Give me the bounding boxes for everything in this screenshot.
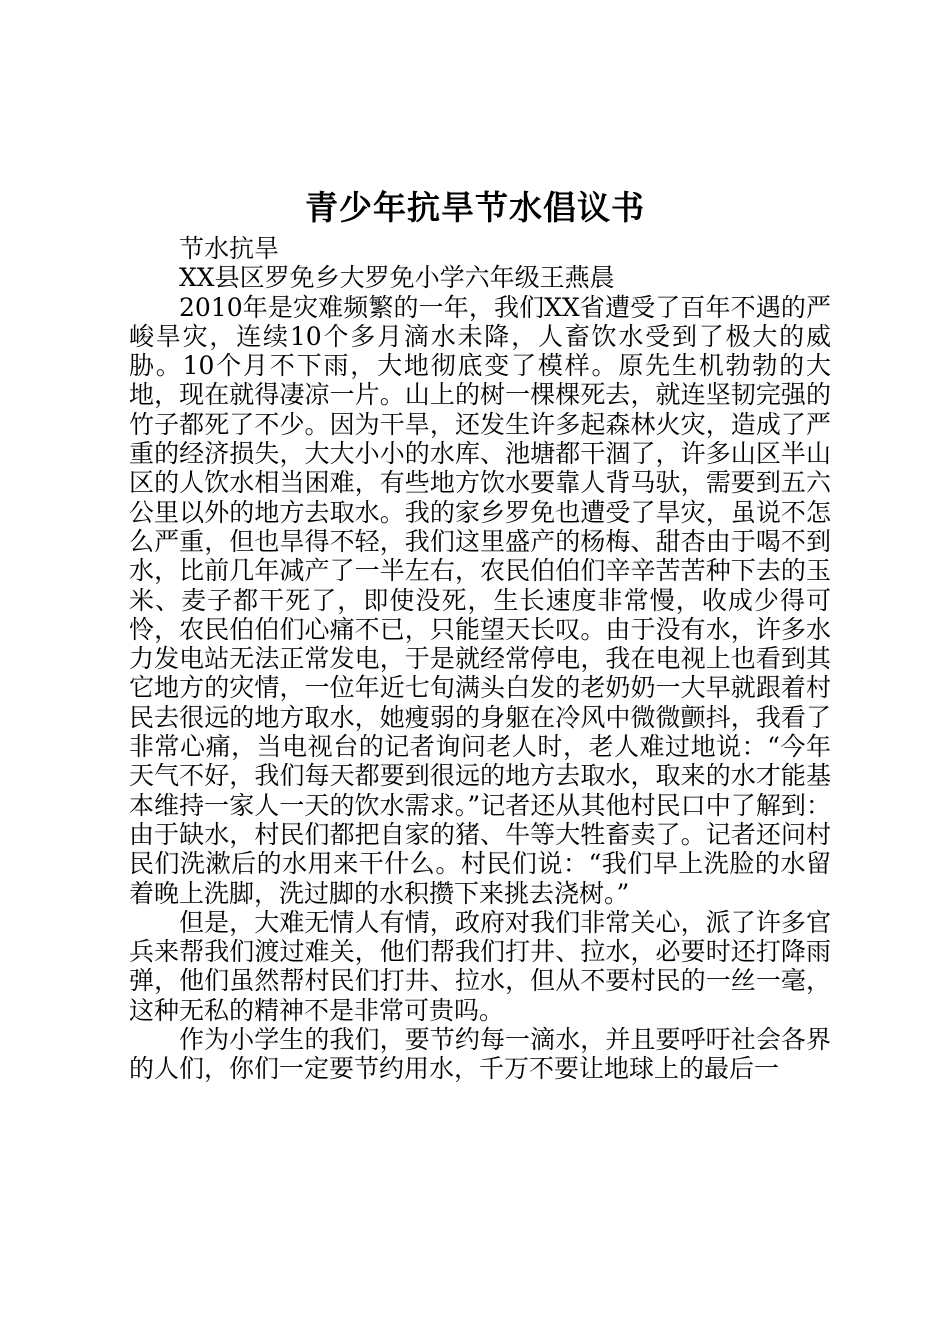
paragraph-author: XX县区罗免乡大罗免小学六年级王燕晨 xyxy=(179,263,615,293)
paragraph-government-help: 但是，大难无情人有情，政府对我们非常关心，派了许多官兵来帮我们渡过难关，他们帮我们打井、拉水，必要时还打降雨弹，他们虽然帮村民们打井、拉水，但从不要村民的一丝一毫，这种无私的精神不是非常可贵吗。 xyxy=(129,907,831,1025)
paragraph-call-to-action: 作为小学生的我们，要节约每一滴水，并且要呼吁社会各界的人们，你们一定要节约用水，千万不要让地球上的最后一 xyxy=(129,1025,831,1084)
paragraph-drought-description: 2010年是灾难频繁的一年，我们XX省遭受了百年不遇的严峻旱灾，连续10个多月滴水未降，人畜饮水受到了极大的威胁。10个月不下雨，大地彻底变了模样。原先生机勃勃的大地，现在就得凄凉一片。山上的树一棵棵死去，就连坚韧完强的竹子都死了不少。因为干旱，还发生许多起森林火灾，造成了严重的经济损失，大大小小的水库、池塘都干涸了，许多山区半山区的人饮水相当困难，有些地方饮水要靠人背马驮，需要到五六公里以外的地方去取水。我的家乡罗免也遭受了旱灾，虽说不怎么严重，但也旱得不轻，我们这里盛产的杨梅、甜杏由于喝不到水，比前几年减产了一半左右，农民伯伯们辛辛苦苦种下去的玉米、麦子都干死了，即使没死，生长速度非常慢，收成少得可怜，农民伯伯们心痛不已，只能望天长叹。由于没有水，许多水力发电站无法正常发电，于是就经常停电，我在电视上也看到其它地方的灾情，一位年近七旬满头白发的老奶奶一大早就跟着村民去很远的地方取水，她瘦弱的身躯在冷风中微微颤抖，我看了非常心痛，当电视台的记者询问老人时，老人难过地说：“今年天气不好，我们每天都要到很远的地方去取水，取来的水才能基本维持一家人一天的饮水需求。”记者还从其他村民口中了解到：由于缺水，村民们都把自家的猪、牛等大牲畜卖了。记者还问村民们洗漱后的水用来干什么。村民们说：“我们早上洗脸的水留着晚上洗脚，洗过脚的水积攒下来挑去浇树。” xyxy=(129,292,831,908)
document-title: 青少年抗旱节水倡议书 xyxy=(305,188,645,227)
document-body xyxy=(129,234,831,1084)
paragraph-subtitle: 节水抗旱 xyxy=(179,234,280,263)
